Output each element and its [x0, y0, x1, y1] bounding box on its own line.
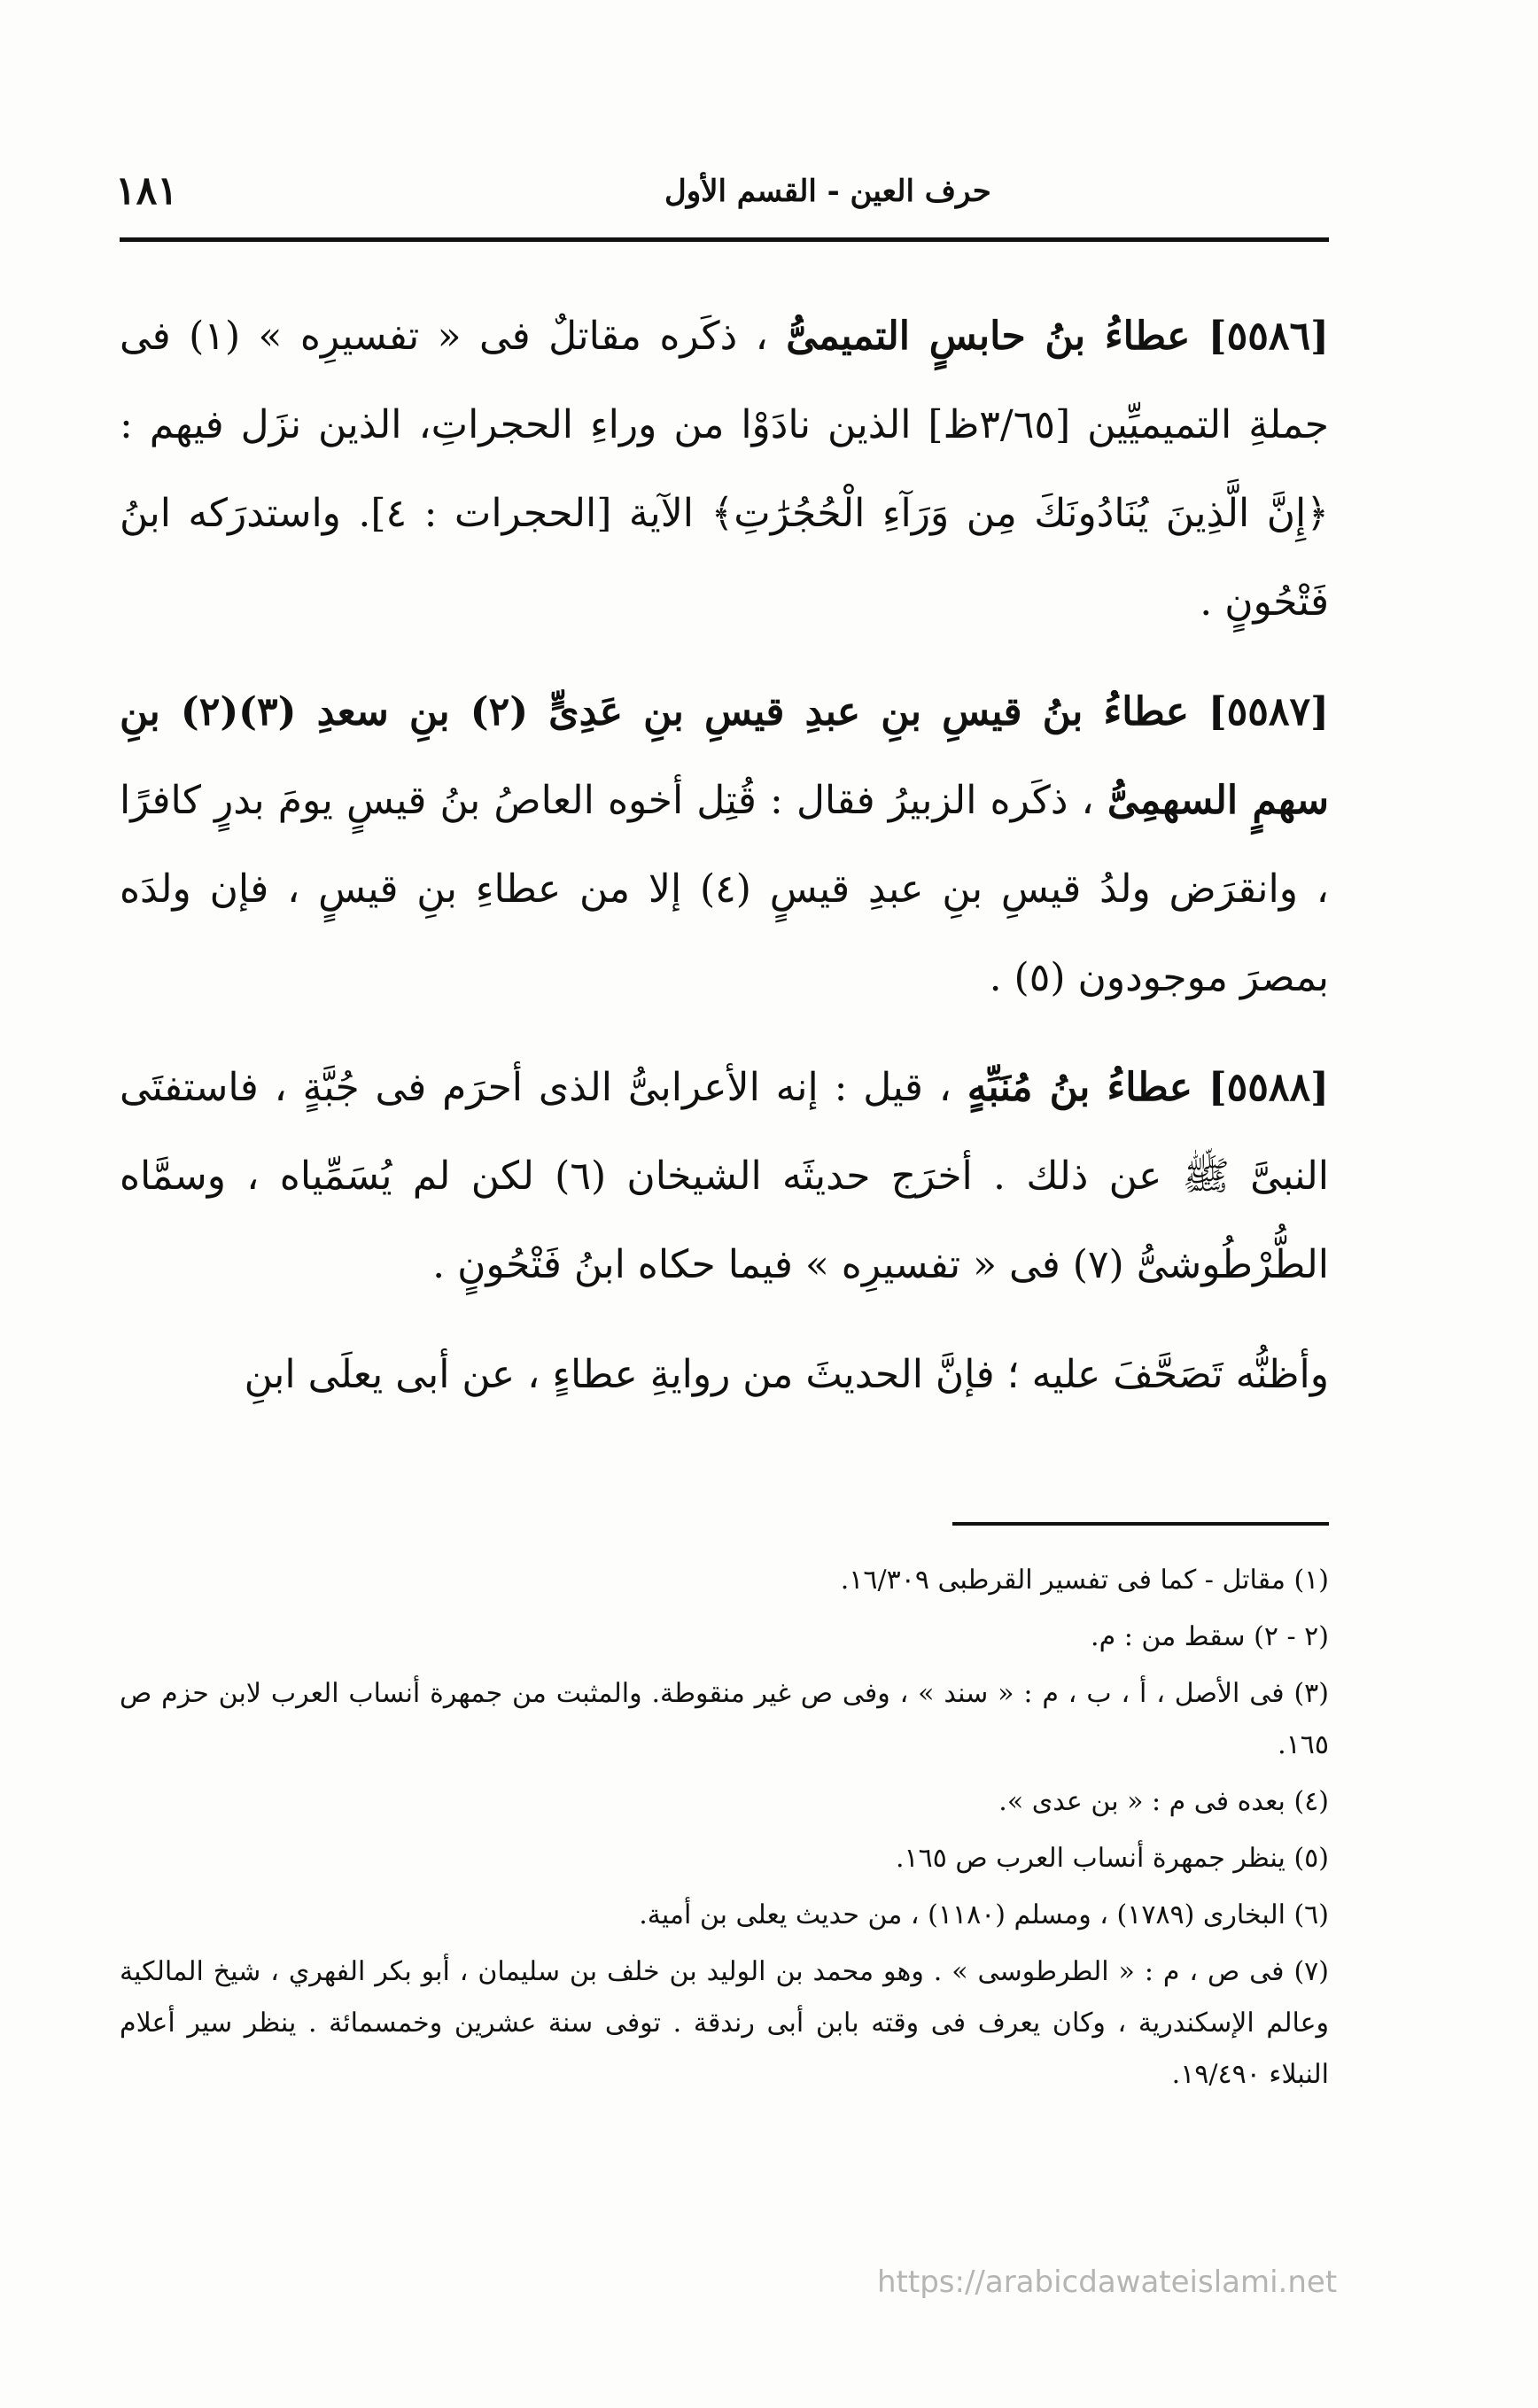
footnote-5: (٥) ينظر جمهرة أنساب العرب ص ١٦٥.	[895, 1843, 1329, 1874]
entry-name: عطاءُ بنُ قيسِ بنِ عبدِ قيسِ بنِ عَدِىٍّ (٢) بنِ سعدِ (٣)(٢) بنِ سهمٍ السهمِىُّ	[120, 689, 1329, 823]
footnote-3: (٣) فى الأصل ، أ ، ب ، م : « سند » ، وفى ص غير منقوطة. والمثبت من جمهرة أنساب العرب لابن حزم ص ١٦٥.	[120, 1678, 1329, 1760]
footnote-4: (٤) بعده فى م : « بن عدى ».	[998, 1786, 1329, 1817]
entry-name: عطاءُ بنُ حابسٍ التميمىُّ	[786, 314, 1191, 359]
entry-text: ، ذكَره مقاتلٌ فى « تفسيرِه » (١) فى جملةِ التميميِّين [٣/٦٥ظ] الذين نادَوْا من وراءِ الحجراتِ، الذين نزَل فيهم : ﴿إِنَّ الَّذِينَ يُنَادُونَكَ مِن وَرَآءِ الْحُجُرَٰتِ﴾ الآية [الحجرات : ٤]. واستدرَكه ابنُ فَتْحُونٍ .	[120, 314, 1330, 625]
entry-number: [٥٥٨٨]	[1208, 1065, 1329, 1110]
footnote-1: (١) مقاتل - كما فى تفسير القرطبى ١٦/٣٠٩.	[840, 1565, 1329, 1596]
entry-5586	[120, 292, 1329, 647]
entry-number: [٥٥٨٧]	[1208, 689, 1329, 734]
main-text	[120, 292, 1329, 1441]
footnote-2: (٢ - ٢) سقط من : م.	[1091, 1621, 1329, 1652]
entry-5587	[120, 668, 1329, 1022]
entry-name: عطاءُ بنُ مُنَبِّهٍ	[967, 1065, 1192, 1110]
continuation-paragraph	[120, 1331, 1329, 1419]
watermark-url: https://arabicdawateislami.net	[877, 2264, 1338, 2300]
page-header	[115, 168, 1329, 230]
entry-text: ، ذكَره الزبيرُ فقال : قُتِل أخوه العاصُ بنُ قيسٍ يومَ بدرٍ كافرًا ، وانقرَض ولدُ قيسِ بنِ عبدِ قيسٍ (٤) إلا من عطاءِ بنِ قيسٍ ، فإن ولدَه بمصرَ موجودون (٥) .	[120, 778, 1329, 1000]
footnotes	[120, 1555, 1329, 2106]
entry-5588	[120, 1044, 1329, 1309]
entry-number: [٥٥٨٦]	[1208, 314, 1329, 359]
footnote-6: (٦) البخارى (١٧٨٩) ، ومسلم (١١٨٠) ، من حديث يعلى بن أمية.	[639, 1899, 1329, 1930]
header-divider	[120, 237, 1329, 242]
entry-text: ، قيل : إنه الأعرابىُّ الذى أحرَم فى جُبَّةٍ ، فاستفتَى النبىَّ ﷺ عن ذلك . أخرَج حديثَه الشيخان (٦) لكن لم يُسَمِّياه ، وسمَّاه الطُّرْطُوشىُّ (٧) فى « تفسيرِه » فيما حكاه ابنُ فَتْحُونٍ .	[120, 1065, 1329, 1287]
page-number: ١٨١	[115, 168, 178, 214]
footnote-divider	[952, 1522, 1329, 1526]
entry-text: وأظنُّه تَصَحَّفَ عليه ؛ فإنَّ الحديثَ من روايةِ عطاءٍ ، عن أبى يعلَى ابنِ	[244, 1352, 1329, 1397]
running-title: حرف العين - القسم الأول	[664, 174, 991, 209]
footnote-7: (٧) فى ص ، م : « الطرطوسى » . وهو محمد بن الوليد بن خلف بن سليمان ، أبو بكر الفهري ، شيخ المالكية وعالم الإسكندرية ، وكان يعرف فى وقته بابن أبى رندقة . توفى سنة عشرين وخمسمائة . ينظر سير أعلام النبلاء ١٩/٤٩٠.	[120, 1956, 1329, 2090]
